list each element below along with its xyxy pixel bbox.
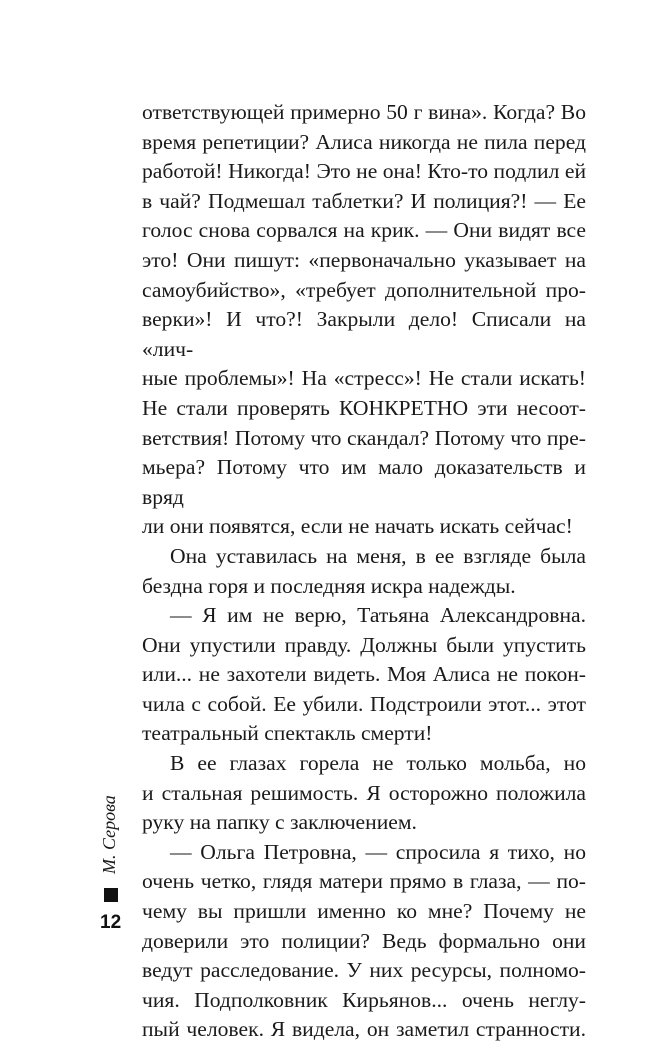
text-line: пый человек. Я видела, он заметил странности. <box>142 1017 586 1042</box>
text-line: чила с собой. Ее убили. Подстроили этот... этот <box>142 691 586 716</box>
running-head-author: М. Серова <box>99 795 119 874</box>
text-line: время репетиции? Алиса никогда не пила перед <box>142 129 586 154</box>
text-line: голос снова сорвался на крик. — Они видят все <box>142 218 586 243</box>
text-line: Не стали проверять КОНКРЕТНО эти несоот- <box>142 395 586 420</box>
text-line: бездна горя и последняя искра надежды. <box>142 573 516 598</box>
text-line: чему вы пришли именно ко мне? Почему не <box>142 899 586 924</box>
text-line: ли они появятся, если не начать искать сейчас! <box>142 514 573 539</box>
text-line: в чай? Подмешал таблетки? И полиция?! — Ее <box>142 188 586 213</box>
text-line: доверили это полиции? Ведь формально они <box>142 928 586 953</box>
text-line: — Я им не верю, Татьяна Александровна. <box>170 603 586 628</box>
text-line: ответствующей примерно 50 г вина». Когда? Во <box>142 100 586 124</box>
text-line: — Ольга Петровна, — спросила я тихо, но <box>170 839 586 864</box>
text-line: или... не захотели видеть. Моя Алиса не покон- <box>142 662 586 687</box>
text-line: ные проблемы»! На «стресс»! Не стали искать! <box>142 366 586 391</box>
text-line: чия. Подполковник Кирьянов... очень неглу- <box>142 987 586 1012</box>
text-line: это! Они пишут: «первоначально указывает на <box>142 247 586 272</box>
page-body <box>142 98 586 1045</box>
text-line: работой! Никогда! Это не она! Кто-то подлил ей <box>142 159 586 184</box>
text-line: верки»! И что?! Закрыли дело! Списали на «лич- <box>142 307 586 361</box>
text-line: Она уставилась на меня, в ее взгляде была <box>170 543 586 568</box>
text-line: мьера? Потому что им мало доказательств и вряд <box>142 455 586 509</box>
text-line: и стальная решимость. Я осторожно положила <box>142 780 586 805</box>
text-line: самоубийство», «требует дополнительной про- <box>142 277 586 302</box>
text-line: очень четко, глядя матери прямо в глаза, — по- <box>142 869 586 894</box>
text-line: Они упустили правду. Должны были упустить <box>142 632 586 657</box>
page-number: 12 <box>100 912 122 933</box>
text-line: ветствия! Потому что скандал? Потому что пре- <box>142 425 586 450</box>
text-line: ведут расследование. У них ресурсы, полномо- <box>142 958 586 983</box>
folio-square-marker <box>104 888 118 902</box>
text-line: В ее глазах горела не только мольба, но <box>170 751 586 776</box>
text-line: руку на папку с заключением. <box>142 810 417 835</box>
text-line: театральный спектакль смерти! <box>142 721 433 746</box>
